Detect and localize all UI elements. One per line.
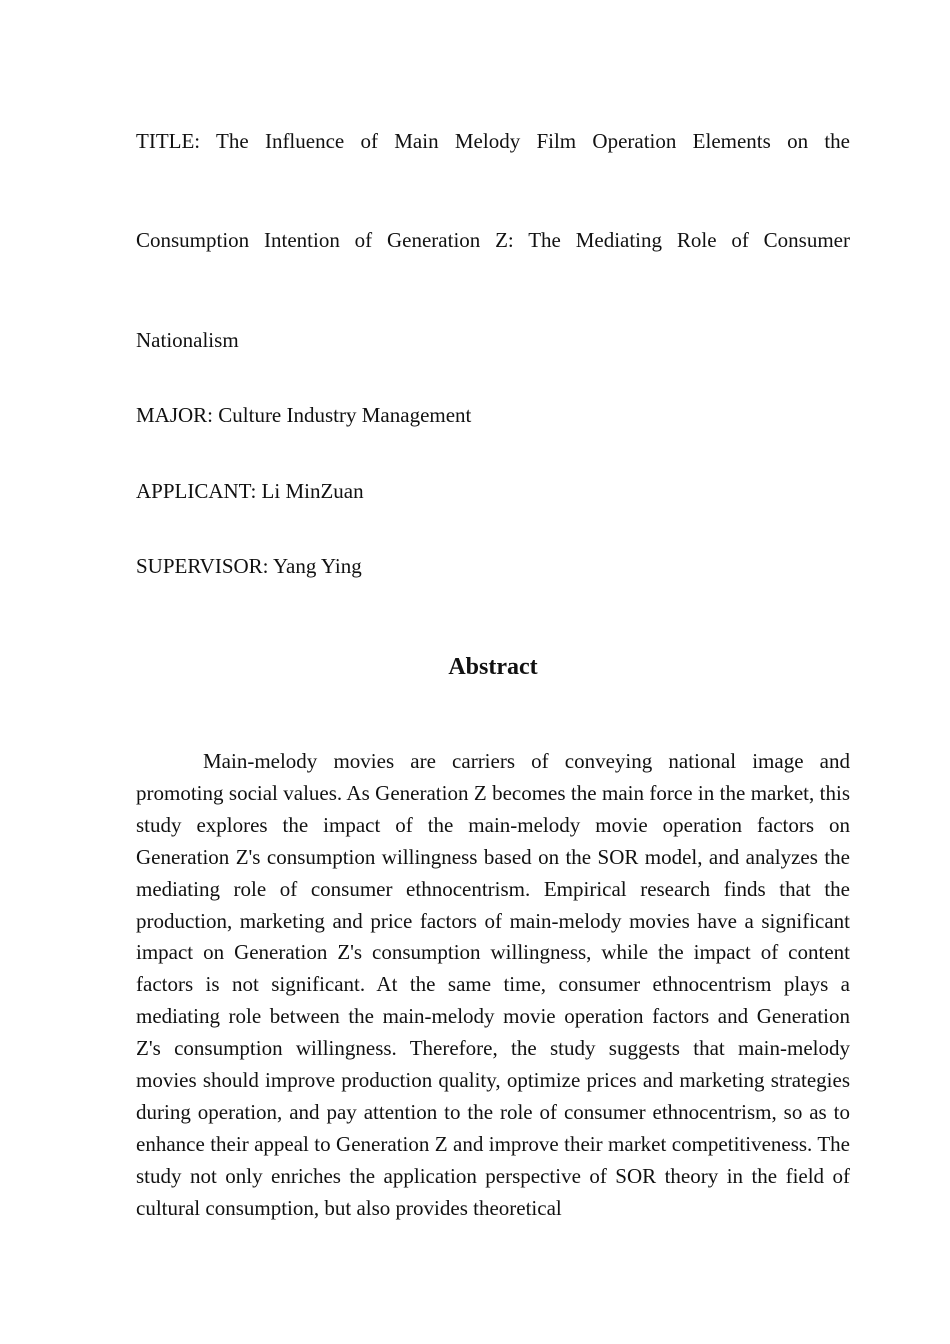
major-field: MAJOR: Culture Industry Management	[136, 403, 472, 427]
abstract-heading: Abstract	[448, 654, 538, 680]
thesis-title-line-2: Consumption Intention of Generation Z: The Mediating Role of Consumer	[136, 228, 850, 252]
supervisor-field: SUPERVISOR: Yang Ying	[136, 554, 362, 578]
applicant-field: APPLICANT: Li MinZuan	[136, 479, 364, 503]
abstract-body: Main-melody movies are carriers of conveying national image and promoting social values. As Generation Z becomes the main force in the market, this study explores the impact of the main-melody movie operation factors on Generation Z's consumption willingness based on the SOR model, and analyzes the mediating role of consumer ethnocentrism. Empirical research finds that the production, marketing and price factors of main-melody movies have a significant impact on Generation Z's consumption willingness, while the impact of content factors is not significant. At the same time, consumer ethnocentrism plays a mediating role between the main-melody movie operation factors and Generation Z's consumption willingness. Therefore, the study suggests that main-melody movies should improve production quality, optimize prices and marketing strategies during operation, and pay attention to the role of consumer ethnocentrism, so as to enhance their appeal to Generation Z and improve their market competitiveness. The study not only enriches the application perspective of SOR theory in the field of cultural consumption, but also provides theoretical	[136, 749, 850, 1220]
thesis-title-line-1: TITLE: The Influence of Main Melody Film Operation Elements on the	[136, 129, 850, 153]
thesis-title-line-3: Nationalism	[136, 328, 239, 352]
